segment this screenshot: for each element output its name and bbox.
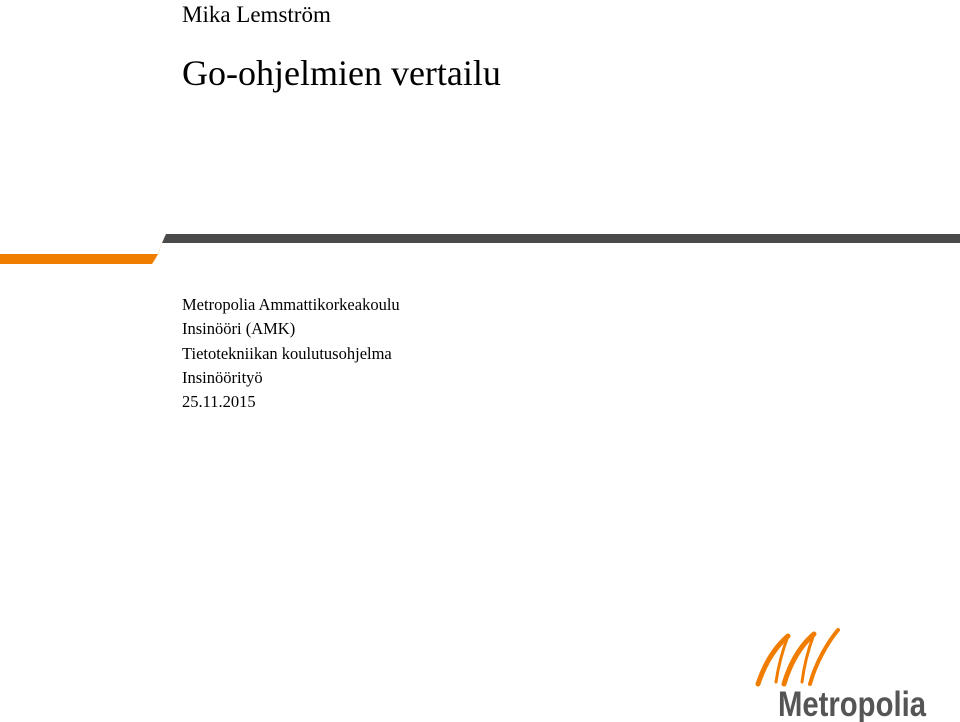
degree: Insinööri (AMK) <box>182 319 296 339</box>
decorative-band <box>0 228 960 270</box>
band-orange-stripe <box>0 254 158 264</box>
logo-wordmark: Metropolia <box>778 685 927 722</box>
logo-m-swash-icon <box>758 630 838 684</box>
degree-programme: Tietotekniikan koulutusohjelma <box>182 343 392 363</box>
metropolia-logo <box>748 626 938 722</box>
document-type: Insinöörityö <box>182 367 263 387</box>
school-name: Metropolia Ammattikorkeakoulu <box>182 295 400 314</box>
thesis-title: Go-ohjelmien vertailu <box>182 53 501 93</box>
band-gray-stripe <box>162 234 960 243</box>
author-name: Mika Lemström <box>182 2 331 27</box>
thesis-info <box>182 293 400 414</box>
date: 25.11.2015 <box>182 392 256 412</box>
